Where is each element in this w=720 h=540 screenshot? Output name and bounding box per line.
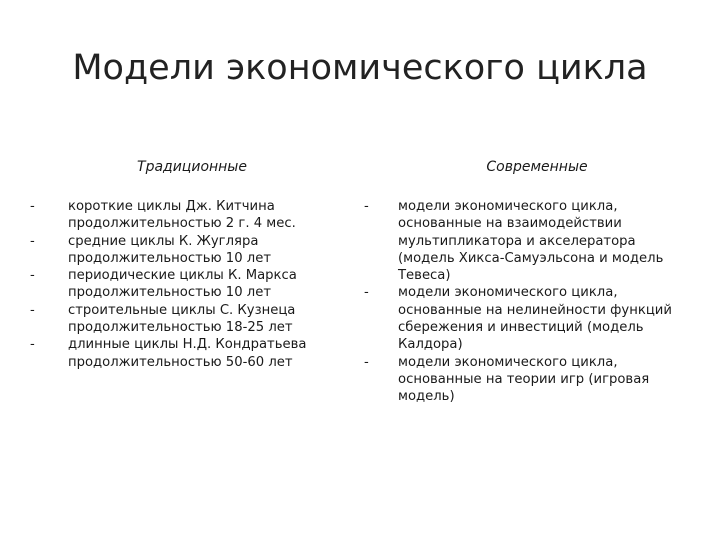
modern-list xyxy=(362,198,692,406)
traditional-list xyxy=(28,198,348,371)
bullet-dash: - xyxy=(364,285,369,301)
traditional-item xyxy=(28,336,348,371)
bullet-dash: - xyxy=(30,233,35,249)
modern-item xyxy=(362,284,692,353)
modern-item-text: модели экономического цикла, основанные на теории игр (игровая модель) xyxy=(398,354,650,405)
traditional-column xyxy=(28,158,348,371)
modern-item xyxy=(362,354,692,406)
modern-item-text: модели экономического цикла, основанные на нелинейности функций сбережения и инвестиций (модель Калдора) xyxy=(398,285,672,353)
traditional-item-text: длинные циклы Н.Д. Кондратьева продолжительностью 50-60 лет xyxy=(68,337,307,370)
modern-item-text: модели экономического цикла, основанные на взаимодействии мультипликатора и акселератора (модель Хикса-Самуэльсона и модель Тевеса) xyxy=(398,199,664,284)
traditional-item xyxy=(28,267,348,302)
bullet-dash: - xyxy=(30,199,35,214)
traditional-item-text: короткие циклы Дж. Китчина продолжительностью 2 г. 4 мес. xyxy=(68,199,296,232)
traditional-header: Традиционные xyxy=(137,159,247,175)
traditional-item-text: периодические циклы К. Маркса продолжительностью 10 лет xyxy=(68,268,297,301)
traditional-item xyxy=(28,302,348,337)
bullet-dash: - xyxy=(30,268,35,284)
bullet-dash: - xyxy=(364,354,369,370)
bullet-dash: - xyxy=(30,337,35,353)
modern-header: Современные xyxy=(486,159,588,175)
traditional-item-text: строительные циклы С. Кузнеца продолжительностью 18-25 лет xyxy=(68,302,296,336)
bullet-dash: - xyxy=(364,199,369,214)
slide-title: Модели экономического цикла xyxy=(72,48,648,88)
traditional-item-text: средние циклы К. Жугляра продолжительностью 10 лет xyxy=(68,233,272,266)
bullet-dash: - xyxy=(30,302,35,318)
traditional-item xyxy=(28,233,348,268)
modern-column xyxy=(362,158,692,406)
modern-item xyxy=(362,198,692,284)
traditional-item xyxy=(28,198,348,233)
